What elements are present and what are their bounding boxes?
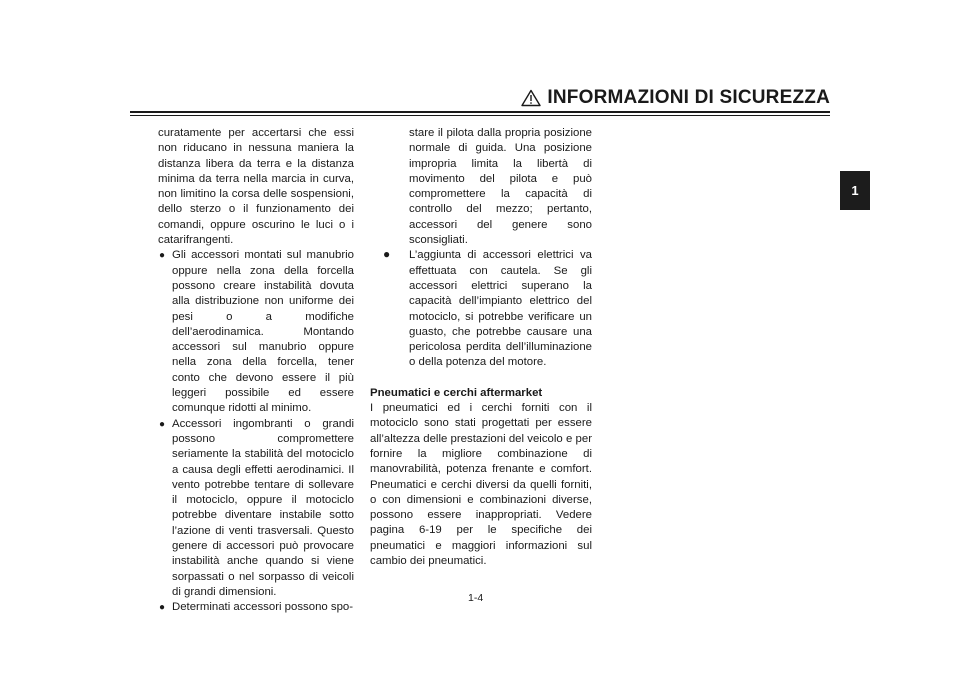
header-title-row: [521, 87, 830, 109]
page-title: INFORMAZIONI DI SICUREZZA: [547, 87, 830, 108]
continued-list-text: stare il pilota dalla propria posizione normale di guida. Una posizione impropria limita la libertà di movimento del pilota e può compromettere la capacità di controllo del mezzo; pertanto, accessori del genere sono sconsigliati.: [409, 127, 592, 247]
chapter-tab: [840, 171, 870, 210]
list-item: [158, 248, 354, 416]
list-item: [158, 600, 354, 615]
section-paragraph: I pneumatici ed i cerchi forniti con il motociclo sono stati progettati per essere all’altezza delle prestazioni del veicolo e per fornire la migliore combinazione di manovrabilità, potenza frenante e comfort. Pneumatici e cerchi diversi da quelli forniti, o con dimensioni e combinazioni diverse, possono essere inappropriati. Vedere pagina 6-19 per le specifiche dei pneumatici e maggiori informazioni sul cambio dei pneumatici.: [370, 402, 592, 568]
list-item-text: L’aggiunta di accessori elettrici va effettuata con cautela. Se gli accessori elettrici superano la capacità dell’impianto elettrico del motociclo, si potrebbe verificare un guasto, che potrebbe causare una pericolosa perdita dell’illuminazione o della potenza del motore.: [409, 249, 592, 369]
header-rule-thin: [130, 115, 830, 116]
page-header: [130, 84, 830, 120]
list-item-text: Determinati accessori possono spo-: [172, 601, 354, 614]
list-item: [370, 248, 592, 370]
bullet-icon: ●: [159, 250, 166, 262]
left-column: [158, 126, 354, 616]
right-column: [370, 126, 592, 569]
intro-paragraph: curatamente per accertarsi che essi non riducano in nessuna maniera la distanza libera da terra e la distanza minima da terra nella marcia in curva, non limitino la corsa delle sospensioni, dello sterzo o il funzionamento dei comandi, oppure oscurino le luci o i catarifrangenti.: [158, 127, 354, 247]
page-number: 1-4: [468, 592, 484, 604]
chapter-number: 1: [851, 183, 859, 198]
list-item-text: Gli accessori montati sul manubrio oppure nella zona della forcella possono creare instabilità dovuta alla distribuzione non uniforme dei pesi o a modifiche dell’aerodinamica. Montando accessori sul manubrio oppure nella zona della forcella, tener conto che devono essere il più leggeri possibile ed essere comunque ridotti al minimo.: [172, 249, 354, 415]
bullet-icon: ●: [383, 247, 391, 262]
warning-triangle-icon: [521, 89, 541, 107]
list-item-text: Accessori ingombranti o grandi possono compromettere seriamente la stabilità del motociclo a causa degli effetti aerodinamici. Il vento potrebbe tentare di sollevare il motociclo, oppure il motociclo potrebbe diventare instabile sotto l’azione di venti trasversali. Questo genere di accessori può provocare instabilità anche quando si viene sorpassati o nel sorpasso di veicoli di grandi dimensioni.: [172, 417, 354, 598]
bullet-icon: ●: [159, 602, 166, 614]
section-subheading: Pneumatici e cerchi aftermarket: [370, 386, 543, 399]
header-rule-thick: [130, 111, 830, 113]
bullet-icon: ●: [159, 418, 166, 430]
list-item: [158, 417, 354, 601]
